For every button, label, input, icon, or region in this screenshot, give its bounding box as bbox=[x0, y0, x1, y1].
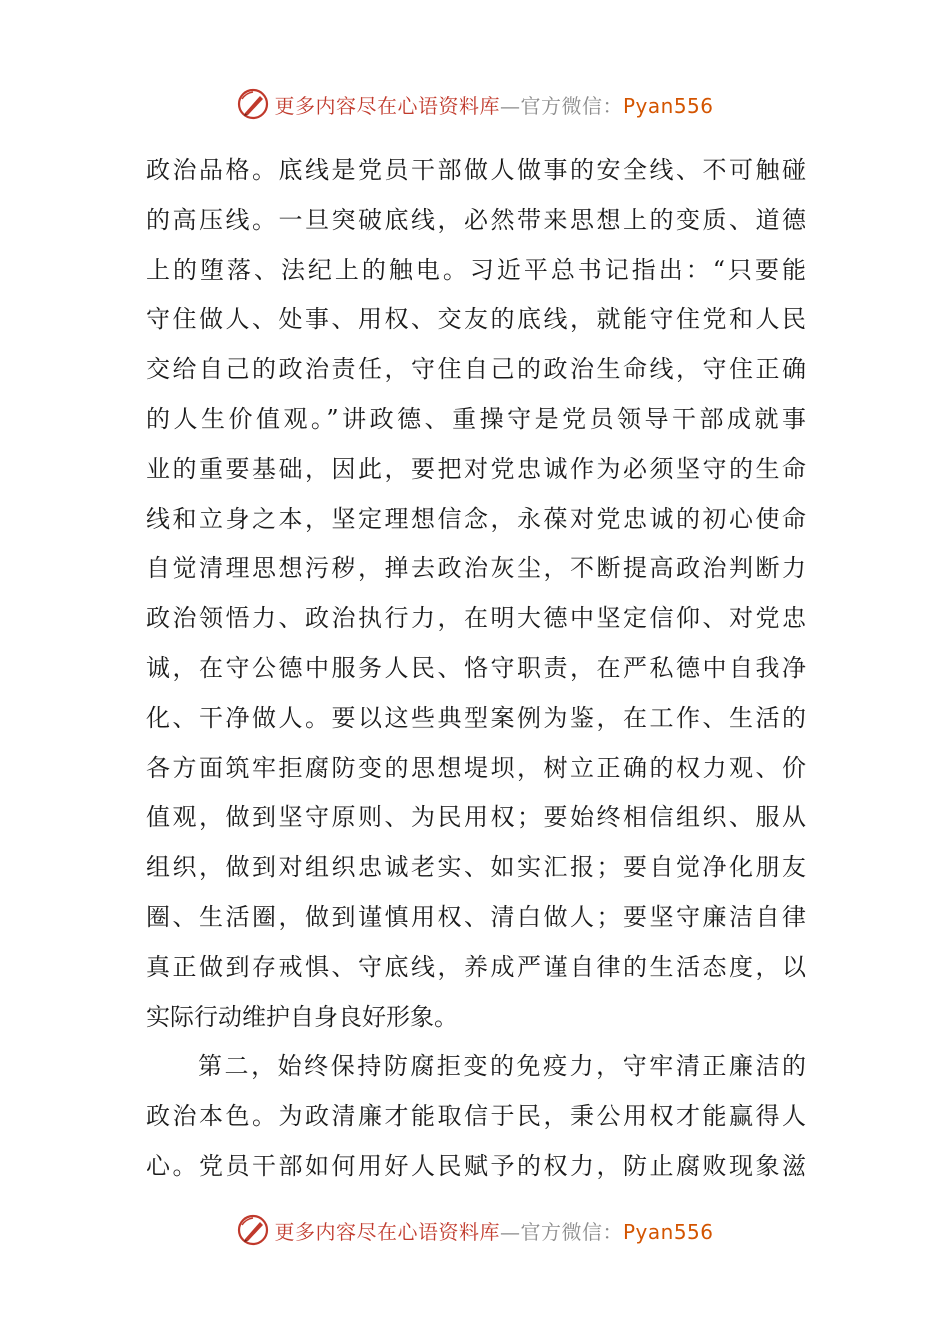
banner-main-text: 更多内容尽在心语资料库 bbox=[274, 1219, 500, 1244]
banner-wechat-id: Pyan556 bbox=[622, 1219, 714, 1244]
body-line: 组织，做到对组织忠诚老实、如实汇报；要自觉净化朋友 bbox=[146, 853, 806, 882]
body-line: 的高压线。一旦突破底线，必然带来思想上的变质、道德 bbox=[146, 205, 806, 234]
banner-wechat-label: 官方微信： bbox=[520, 1219, 623, 1244]
body-line: 化、干净做人。要以这些典型案例为鉴，在工作、生活的 bbox=[146, 703, 806, 732]
body-line: 的人生价值观。”讲政德、重操守是党员领导干部成就事 bbox=[146, 404, 806, 433]
body-line: 心。党员干部如何用好人民赋予的权力，防止腐败现象滋 bbox=[146, 1151, 806, 1180]
body-line: 政治品格。底线是党员干部做人做事的安全线、不可触碰 bbox=[146, 156, 806, 184]
banner-dash: — bbox=[499, 1219, 521, 1244]
document-body bbox=[146, 146, 806, 1192]
body-line: 各方面筑牢拒腐防变的思想堤坝，树立正确的权力观、价 bbox=[146, 753, 806, 782]
body-line: 圈、生活圈，做到谨慎用权、清白做人；要坚守廉洁自律 bbox=[146, 902, 806, 931]
body-line: 诚，在守公德中服务人民、恪守职责，在严私德中自我净 bbox=[146, 653, 806, 682]
banner-main-text: 更多内容尽在心语资料库 bbox=[274, 93, 500, 118]
body-line: 真正做到存戒惧、守底线，养成严谨自律的生活态度，以 bbox=[146, 952, 806, 981]
body-line: 值观，做到坚守原则、为民用权；要始终相信组织、服从 bbox=[146, 803, 806, 832]
body-line: 线和立身之本，坚定理想信念，永葆对党忠诚的初心使命 bbox=[146, 504, 806, 533]
body-line: 政治领悟力、政治执行力，在明大德中坚定信仰、对党忠 bbox=[146, 604, 806, 633]
body-line: 业的重要基础，因此，要把对党忠诚作为必须坚守的生命 bbox=[146, 454, 806, 483]
body-line: 守住做人、处事、用权、交友的底线，就能守住党和人民 bbox=[146, 305, 806, 334]
pen-logo-icon bbox=[236, 1213, 270, 1247]
banner-text bbox=[274, 1216, 713, 1245]
header-banner bbox=[0, 84, 950, 124]
body-line-paragraph-end: 实际行动维护自身良好形象。 bbox=[146, 1002, 458, 1031]
body-line-paragraph-start: 第二，始终保持防腐拒变的免疫力，守牢清正廉洁的 bbox=[198, 1052, 806, 1081]
body-line: 交给自己的政治责任，守住自己的政治生命线，守住正确 bbox=[146, 355, 806, 384]
body-line: 政治本色。为政清廉才能取信于民，秉公用权才能赢得人 bbox=[146, 1102, 806, 1131]
footer-banner bbox=[0, 1210, 950, 1250]
banner-dash: — bbox=[499, 93, 521, 118]
banner-wechat-id: Pyan556 bbox=[622, 93, 714, 118]
body-line: 自觉清理思想污秽，掸去政治灰尘，不断提高政治判断力 bbox=[146, 554, 806, 583]
body-line: 上的堕落、法纪上的触电。习近平总书记指出：“只要能 bbox=[146, 255, 806, 284]
banner-text bbox=[274, 90, 713, 119]
banner-wechat-label: 官方微信： bbox=[520, 93, 623, 118]
pen-logo-icon bbox=[236, 87, 270, 121]
